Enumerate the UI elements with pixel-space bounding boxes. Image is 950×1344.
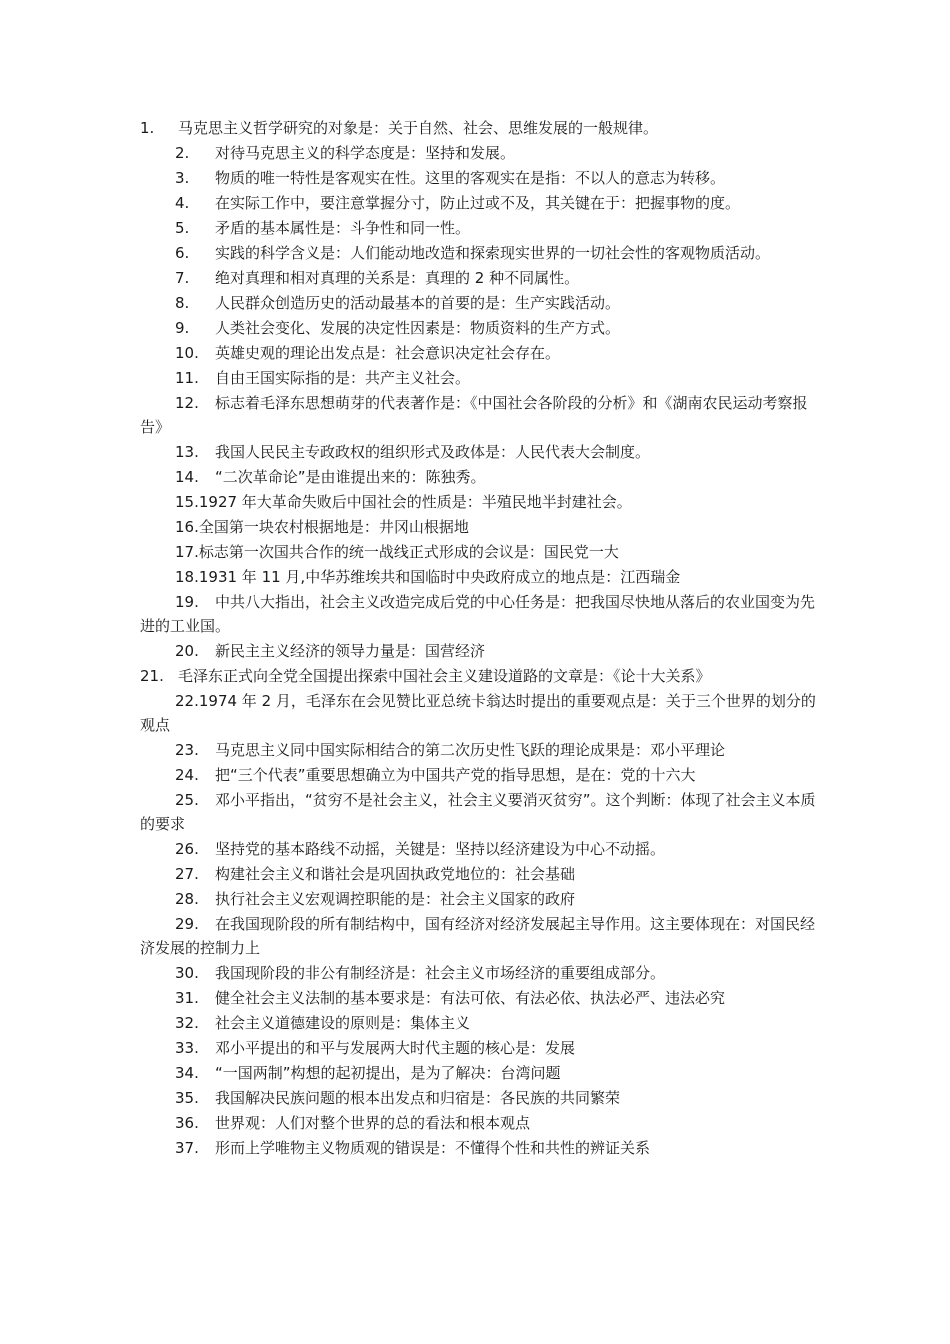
item-text: 英雄史观的理论出发点是：社会意识决定社会存在。: [215, 344, 561, 362]
item-number: 13.: [175, 443, 199, 461]
item-number: 10.: [175, 344, 199, 362]
list-item: [140, 366, 820, 390]
item-text: 在实际工作中，要注意掌握分寸，防止过或不及，其关键在于：把握事物的度。: [215, 194, 741, 212]
item-text: 世界观：人们对整个世界的总的看法和根本观点: [215, 1114, 531, 1132]
item-text: 15.1927 年大革命失败后中国社会的性质是：半殖民地半封建社会。: [175, 493, 632, 511]
item-number: 33.: [175, 1039, 199, 1057]
item-number: 20.: [175, 642, 199, 660]
item-text: 中共八大指出，社会主义改造完成后党的中心任务是：把我国尽快地从落后的农业国变为先进的工业国。: [140, 593, 816, 635]
item-text: 对待马克思主义的科学态度是：坚持和发展。: [215, 144, 516, 162]
item-number: 26.: [175, 840, 199, 858]
item-text: 17.标志第一次国共合作的统一战线正式形成的会议是：国民党一大: [175, 543, 619, 561]
item-number: 19.: [175, 593, 199, 611]
list-item: [140, 490, 820, 514]
item-text: 马克思主义同中国实际相结合的第二次历史性飞跃的理论成果是：邓小平理论: [215, 741, 726, 759]
list-item: [140, 291, 820, 315]
list-item: [140, 141, 820, 165]
document-body: [140, 116, 820, 1161]
item-number: 34.: [175, 1064, 199, 1082]
item-text: 实践的科学含义是：人们能动地改造和探索现实世界的一切社会性的客观物质活动。: [215, 244, 771, 262]
item-number: 21.: [140, 667, 164, 685]
list-item: [140, 862, 820, 886]
item-number: 2.: [175, 144, 190, 162]
list-item: [140, 1036, 820, 1060]
list-item: [140, 515, 820, 539]
list-item: [140, 266, 820, 290]
item-text: 22.1974 年 2 月，毛泽东在会见赞比亚总统卡翁达时提出的重要观点是：关于三个世界的划分的观点: [140, 692, 816, 734]
list-item: [140, 1136, 820, 1160]
item-text: 健全社会主义法制的基本要求是：有法可依、有法必依、执法必严、违法必究: [215, 989, 726, 1007]
item-text: 社会主义道德建设的原则是：集体主义: [215, 1014, 471, 1032]
item-number: 8.: [175, 294, 190, 312]
item-text: “二次革命论”是由谁提出来的：陈独秀。: [215, 468, 486, 486]
item-number: 36.: [175, 1114, 199, 1132]
item-number: 28.: [175, 890, 199, 908]
list-item: [140, 738, 820, 762]
list-item: [140, 341, 820, 365]
item-number: 12.: [175, 394, 199, 412]
item-text: 马克思主义哲学研究的对象是：关于自然、社会、思维发展的一般规律。: [178, 119, 659, 137]
item-number: 14.: [175, 468, 199, 486]
list-item: [140, 887, 820, 911]
item-text: 标志着毛泽东思想萌芽的代表著作是：《中国社会各阶段的分析》和《湖南农民运动考察报告》: [140, 394, 808, 436]
list-item: [140, 689, 820, 737]
item-text: 构建社会主义和谐社会是巩固执政党地位的：社会基础: [215, 865, 576, 883]
item-number: 9.: [175, 319, 190, 337]
item-number: 6.: [175, 244, 190, 262]
item-text: 物质的唯一特性是客观实在性。这里的客观实在是指：不以人的意志为转移。: [215, 169, 726, 187]
item-number: 25.: [175, 791, 199, 809]
list-item: [140, 216, 820, 240]
item-text: 18.1931 年 11 月,中华苏维埃共和国临时中央政府成立的地点是：江西瑞金: [175, 568, 681, 586]
item-text: “一国两制”构想的起初提出，是为了解决：台湾问题: [215, 1064, 561, 1082]
list-item: [140, 241, 820, 265]
item-text: 新民主主义经济的领导力量是：国营经济: [215, 642, 486, 660]
list-item: [140, 639, 820, 663]
item-number: 32.: [175, 1014, 199, 1032]
list-item: [140, 191, 820, 215]
item-number: 5.: [175, 219, 190, 237]
item-text: 16.全国第一块农村根据地是：井冈山根据地: [175, 518, 469, 536]
list-item: [140, 465, 820, 489]
item-text: 把“三个代表”重要思想确立为中国共产党的指导思想，是在：党的十六大: [215, 766, 696, 784]
item-number: 23.: [175, 741, 199, 759]
item-number: 11.: [175, 369, 199, 387]
item-text: 自由王国实际指的是：共产主义社会。: [215, 369, 471, 387]
item-text: 我国现阶段的非公有制经济是：社会主义市场经济的重要组成部分。: [215, 964, 666, 982]
item-number: 7.: [175, 269, 190, 287]
item-text: 我国人民民主专政政权的组织形式及政体是：人民代表大会制度。: [215, 443, 651, 461]
list-item: [140, 565, 820, 589]
item-number: 29.: [175, 915, 199, 933]
item-text: 人民群众创造历史的活动最基本的首要的是：生产实践活动。: [215, 294, 621, 312]
list-item: [140, 1011, 820, 1035]
item-number: 30.: [175, 964, 199, 982]
item-text: 形而上学唯物主义物质观的错误是：不懂得个性和共性的辨证关系: [215, 1139, 651, 1157]
item-number: 37.: [175, 1139, 199, 1157]
list-item: [140, 1111, 820, 1135]
list-item: [140, 316, 820, 340]
item-text: 绝对真理和相对真理的关系是：真理的 2 种不同属性。: [215, 269, 580, 287]
list-item: [140, 1086, 820, 1110]
list-item: [140, 1061, 820, 1085]
list-item: [140, 440, 820, 464]
item-number: 3.: [175, 169, 190, 187]
list-item: [140, 540, 820, 564]
list-item: [140, 166, 820, 190]
list-item: [140, 961, 820, 985]
list-item: [140, 986, 820, 1010]
item-text: 矛盾的基本属性是：斗争性和同一性。: [215, 219, 471, 237]
item-text: 执行社会主义宏观调控职能的是：社会主义国家的政府: [215, 890, 576, 908]
list-item: [140, 391, 820, 439]
list-item: [140, 664, 820, 688]
item-text: 人类社会变化、发展的决定性因素是：物质资料的生产方式。: [215, 319, 621, 337]
item-text: 邓小平提出的和平与发展两大时代主题的核心是：发展: [215, 1039, 576, 1057]
item-text: 邓小平指出，“贫穷不是社会主义，社会主义要消灭贫穷”。这个判断：体现了社会主义本质的要求: [140, 791, 816, 833]
item-number: 27.: [175, 865, 199, 883]
item-number: 1.: [140, 119, 155, 137]
item-text: 我国解决民族问题的根本出发点和归宿是：各民族的共同繁荣: [215, 1089, 621, 1107]
list-item: [140, 590, 820, 638]
item-number: 35.: [175, 1089, 199, 1107]
item-number: 31.: [175, 989, 199, 1007]
item-number: 24.: [175, 766, 199, 784]
item-text: 毛泽东正式向全党全国提出探索中国社会主义建设道路的文章是：《论十大关系》: [178, 667, 711, 685]
list-item: [140, 788, 820, 836]
list-item: [140, 763, 820, 787]
item-text: 坚持党的基本路线不动摇，关键是：坚持以经济建设为中心不动摇。: [215, 840, 666, 858]
list-item: [140, 837, 820, 861]
item-number: 4.: [175, 194, 190, 212]
list-item: [140, 912, 820, 960]
item-text: 在我国现阶段的所有制结构中，国有经济对经济发展起主导作用。这主要体现在：对国民经济发展的控制力上: [140, 915, 816, 957]
list-item: [140, 116, 820, 140]
